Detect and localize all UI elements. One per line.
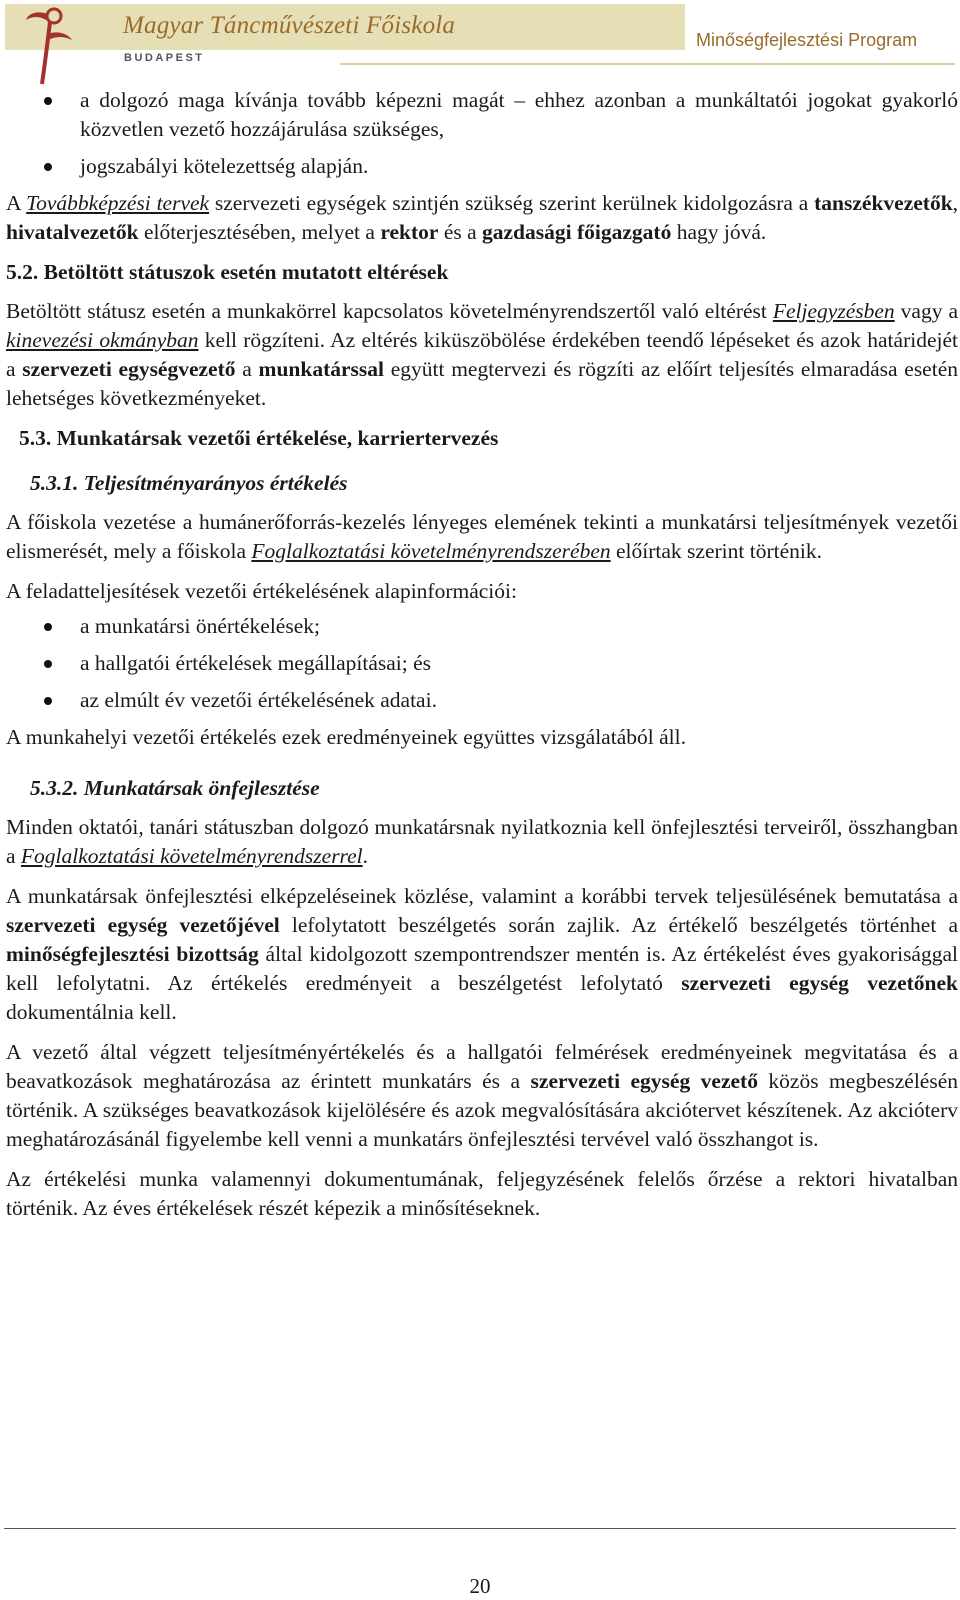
- bullet-list-mid: [6, 612, 958, 715]
- bullet-icon: [44, 163, 52, 171]
- link-kinevezesi-okmanyban[interactable]: kinevezési okmányban: [6, 328, 199, 352]
- heading-5-3: 5.3. Munkatársak vezetői értékelése, karriertervezés: [19, 426, 499, 450]
- bullet-icon: [44, 97, 52, 105]
- bullet-list-top: [6, 86, 958, 181]
- paragraph-training-plans: A Továbbképzési tervek szervezeti egységek szintjén szükség szerint kerülnek kidolgozásra a tanszékvezetők, hivatalvezetők előterjesztésében, melyet a rektor és a gazdasági főigazgató hagy jóvá.: [6, 191, 959, 244]
- paragraph-action-plan: A vezető által végzett teljesítményértékelés és a hallgatói felmérések eredményeinek megvitatása és a beavatkozások meghatározása az érintett munkatárs és a szervezeti egység vezető közös megbeszélésén történik. A szükséges beavatkozások kijelölésére és azok megvalósítására akciótervet készítenek. Az akcióterv meghatározásánál figyelembe kell venni a munkatárs önfejlesztési tervével való összhangot is.: [6, 1040, 958, 1151]
- list-item: a dolgozó maga kívánja tovább képezni magát – ehhez azonban a munkáltatói jogokat gyakorló közvetlen vezető hozzájárulása szükséges,: [6, 86, 958, 144]
- footer-rule: [4, 1528, 956, 1529]
- link-foglalkoztatasi-kovetelmenyrendszerrel[interactable]: Foglalkoztatási követelményrendszerrel: [20, 844, 363, 868]
- bullet-icon: [44, 623, 52, 631]
- heading-5-2: 5.2. Betöltött státuszok esetén mutatott eltérések: [6, 260, 449, 284]
- paragraph-document-storage: Az értékelési munka valamennyi dokumentumának, feljegyzésének felelős őrzése a rektori hivatalban történik. Az éves értékelések részét képezik a minősítéseknek.: [6, 1167, 958, 1220]
- document-body: [6, 86, 958, 1234]
- page-header: [0, 0, 960, 90]
- bullet-icon: [44, 697, 52, 705]
- school-logo-icon: [18, 4, 78, 88]
- institution-title: Magyar Táncművészeti Főiskola: [123, 12, 456, 39]
- link-tovabbkepzesi-tervek[interactable]: Továbbképzési tervek: [26, 191, 210, 215]
- paragraph-self-development-communication: A munkatársak önfejlesztési elképzeléseinek közlése, valamint a korábbi tervek teljesülésének bemutatása a szervezeti egység vezetőjével lefolytatott beszélgetés során zajlik. Az értékelő beszélgetés történhet a minőségfejlesztési bizottság által kidolgozott szempontrendszer mentén is. Az értékelést éves gyakorisággal kell lefolytatni. Az értékelés eredményeit a beszélgetést lefolytató szervezeti egység vezetőnek dokumentálnia kell.: [6, 884, 958, 1024]
- paragraph-self-development: Minden oktatói, tanári státuszban dolgozó munkatársnak nyilatkoznia kell önfejlesztési terveiről, összhangban a Foglalkoztatási követelményrendszerrel.: [6, 815, 958, 868]
- paragraph-performance: A főiskola vezetése a humánerőforrás-kezelés lényeges elemének tekinti a munkatársi teljesítmények vezetői elismerését, mely a főiskola Foglalkoztatási követelményrendszerében előírtak szerint történik.: [6, 510, 958, 563]
- list-item: jogszabályi kötelezettség alapján.: [6, 152, 958, 181]
- heading-5-3-1: 5.3.1. Teljesítményarányos értékelés: [30, 471, 348, 495]
- program-title: Minőségfejlesztési Program: [696, 30, 918, 50]
- paragraph-deviations: Betöltött státusz esetén a munkakörrel kapcsolatos követelményrendszertől való eltérést Feljegyzésben vagy a kinevezési okmányban kell rögzíteni. Az eltérés kiküszöbölése érdekében teendő lépéseket és azok határidejét a szervezeti egységvezető a munkatárssal együtt megtervezi és rögzíti az előírt teljesítés elmaradása esetén lehetséges következményeket.: [6, 299, 958, 410]
- institution-city: BUDAPEST: [124, 52, 205, 64]
- header-rule: [340, 63, 955, 65]
- list-item: a hallgatói értékelések megállapításai; és: [6, 649, 958, 678]
- list-item: az elmúlt év vezetői értékelésének adatai.: [6, 686, 958, 715]
- link-feljegyzesben[interactable]: Feljegyzésben: [772, 299, 895, 323]
- link-foglalkoztatasi-kovetelmenyrendszereben[interactable]: Foglalkoztatási követelményrendszerében: [251, 539, 611, 563]
- list-item: a munkatársi önértékelések;: [6, 612, 958, 641]
- paragraph-evaluation-summary: A munkahelyi vezetői értékelés ezek eredményeinek együttes vizsgálatából áll.: [6, 725, 686, 749]
- page-number: 20: [469, 1574, 491, 1598]
- heading-5-3-2: 5.3.2. Munkatársak önfejlesztése: [30, 776, 320, 800]
- paragraph-basic-info: A feladatteljesítések vezetői értékelésének alapinformációi:: [6, 579, 517, 603]
- bullet-icon: [44, 660, 52, 668]
